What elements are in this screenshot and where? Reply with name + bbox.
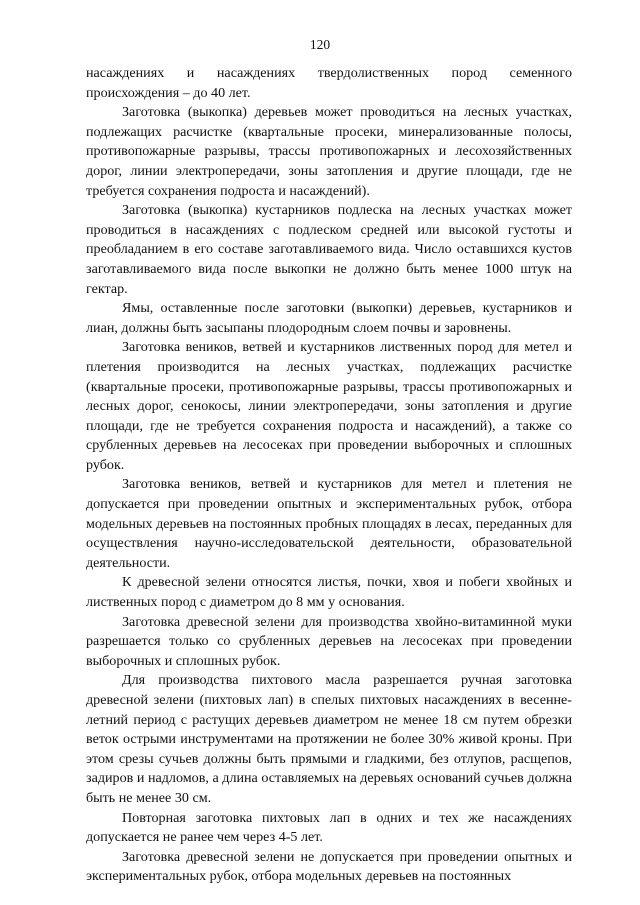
page-number: 120 [309,37,331,52]
paragraph-pits: Ямы, оставленные после заготовки (выкопки) деревьев, кустарников и лиан, должны быть засыпаны плодородным слоем почвы и заровнены. [86,300,572,336]
document-body [86,64,572,887]
paragraph-greenery-restriction: Заготовка древесной зелени не допускается при проведении опытных и экспериментальных рубок, отбора модельных деревьев на постоянных [86,848,572,885]
paragraph-tree-digging: Заготовка (выкопка) деревьев может проводиться на лесных участках, подлежащих расчистке (квартальные просеки, минерализованные полосы, противопожарные разрывы, трассы противопожарных и лесохозяйственных дорог, линии электропередачи, зоны затопления и другие площади, где не требуется сохранения подроста и насаждений). [86,104,572,199]
paragraph-fir-oil: Для производства пихтового масла разрешается ручная заготовка древесной зелени (пихтовых лап) в спелых пихтовых насаждениях в весенне-летний период с растущих деревьев диаметром не менее 18 см путем обрезки веток острыми инструментами на протяжении не более 30% живой кроны. При этом срезы сучьев должны быть прямыми и гладкими, без отлупов, расщепов, задиров и надломов, а длина оставляемых на деревьях оснований сучьев должна быть не менее 30 см. [86,672,572,806]
paragraph-brooms-harvest: Заготовка веников, ветвей и кустарников лиственных пород для метел и плетения производится на лесных участках, подлежащих расчистке (квартальные просеки, противопожарные разрывы, трассы противопожарных и лесных дорог, сенокосы, линии электропередачи, зоны затопления и другие площади, где не требуется сохранения подроста и насаждений), а также со срубленных деревьев на лесосеках при проведении выборочных и сплошных рубок. [86,339,572,473]
paragraph-repeat-harvest: Повторная заготовка пихтовых лап в одних и тех же насаждениях допускается не ранее чем через 4-5 лет. [86,809,572,846]
paragraph-brooms-restriction: Заготовка веников, ветвей и кустарников для метел и плетения не допускается при проведении опытных и экспериментальных рубок, отбора модельных деревьев на постоянных пробных площадях в лесах, переданных для осуществления научно-исследовательской деятельности, образовательной деятельности. [86,476,572,571]
paragraph-vitamin-flour: Заготовка древесной зелени для производства хвойно-витаминной муки разрешается только со срубленных деревьев на лесосеках при проведении выборочных и сплошных рубок. [86,613,572,669]
paragraph-greenery-definition: К древесной зелени относятся листья, почки, хвоя и побеги хвойных и лиственных пород с диаметром до 8 мм у основания. [86,574,572,611]
paragraph-shrub-digging: Заготовка (выкопка) кустарников подлеска на лесных участках может проводиться в насаждениях с подлеском средней или высокой густоты и преобладанием в его составе заготавливаемого вида. Число оставшихся кустов заготавливаемого вида после выкопки не должно быть менее 1000 штук на гектар. [86,202,572,297]
paragraph-continuation: насаждениях и насаждениях твердолиственных пород семенного происхождения – до 40 лет. [86,65,572,101]
